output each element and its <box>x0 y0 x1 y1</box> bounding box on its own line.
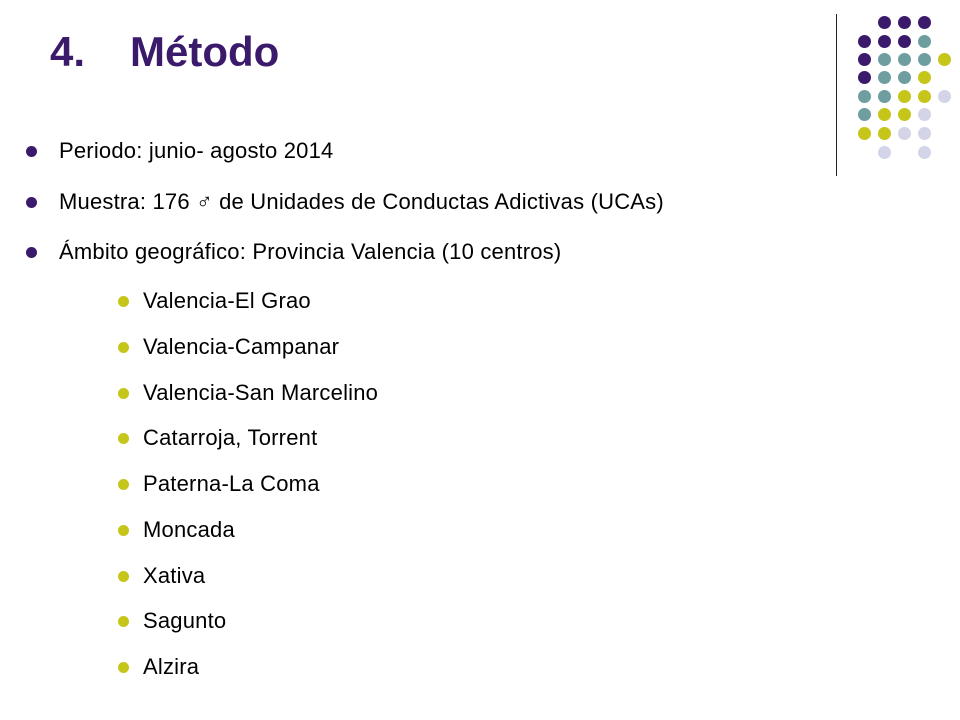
sub-bullet-centro <box>118 606 226 636</box>
title-number: 4. <box>50 28 86 75</box>
sub-bullet-centro <box>118 423 317 453</box>
sub-bullet-centro <box>118 469 320 499</box>
title-text: Método <box>130 28 280 75</box>
sub-bullet-centro <box>118 561 205 591</box>
sub-bullet-text: Paterna-La Coma <box>143 471 320 496</box>
sub-bullet-marker-icon <box>118 571 129 582</box>
bullet-marker-icon <box>26 146 37 157</box>
sub-bullet-text: Moncada <box>143 517 235 542</box>
sub-bullet-text: Alzira <box>143 654 200 679</box>
bullet-text: Periodo: junio- agosto 2014 <box>59 138 334 163</box>
sub-bullet-marker-icon <box>118 662 129 673</box>
sub-bullet-text: Valencia-Campanar <box>143 334 340 359</box>
sub-bullet-marker-icon <box>118 479 129 490</box>
sub-bullet-text: Valencia-El Grao <box>143 288 311 313</box>
sub-bullet-marker-icon <box>118 525 129 536</box>
sub-bullet-text: Sagunto <box>143 608 227 633</box>
sub-bullet-centro <box>118 515 235 545</box>
sub-bullet-marker-icon <box>118 433 129 444</box>
bullet-periodo <box>26 136 333 166</box>
sub-bullet-marker-icon <box>118 388 129 399</box>
sub-bullet-marker-icon <box>118 616 129 627</box>
sub-bullet-text: Valencia-San Marcelino <box>143 380 379 405</box>
sub-bullet-centro <box>118 652 199 682</box>
bullet-marker-icon <box>26 247 37 258</box>
bullet-marker-icon <box>26 197 37 208</box>
bullet-text: Ámbito geográfico: Provincia Valencia (10 centros) <box>59 239 562 264</box>
sub-bullet-text: Xativa <box>143 563 206 588</box>
bullet-muestra <box>26 187 664 217</box>
sub-bullet-centro <box>118 332 339 362</box>
bullet-text: Muestra: 176 ♂ de Unidades de Conductas Adictivas (UCAs) <box>59 189 664 214</box>
bullet-ambito <box>26 237 561 267</box>
sub-bullet-centro <box>118 286 311 316</box>
sub-bullet-text: Catarroja, Torrent <box>143 425 318 450</box>
sub-bullet-marker-icon <box>118 342 129 353</box>
sub-bullet-centro <box>118 378 378 408</box>
sub-bullet-marker-icon <box>118 296 129 307</box>
